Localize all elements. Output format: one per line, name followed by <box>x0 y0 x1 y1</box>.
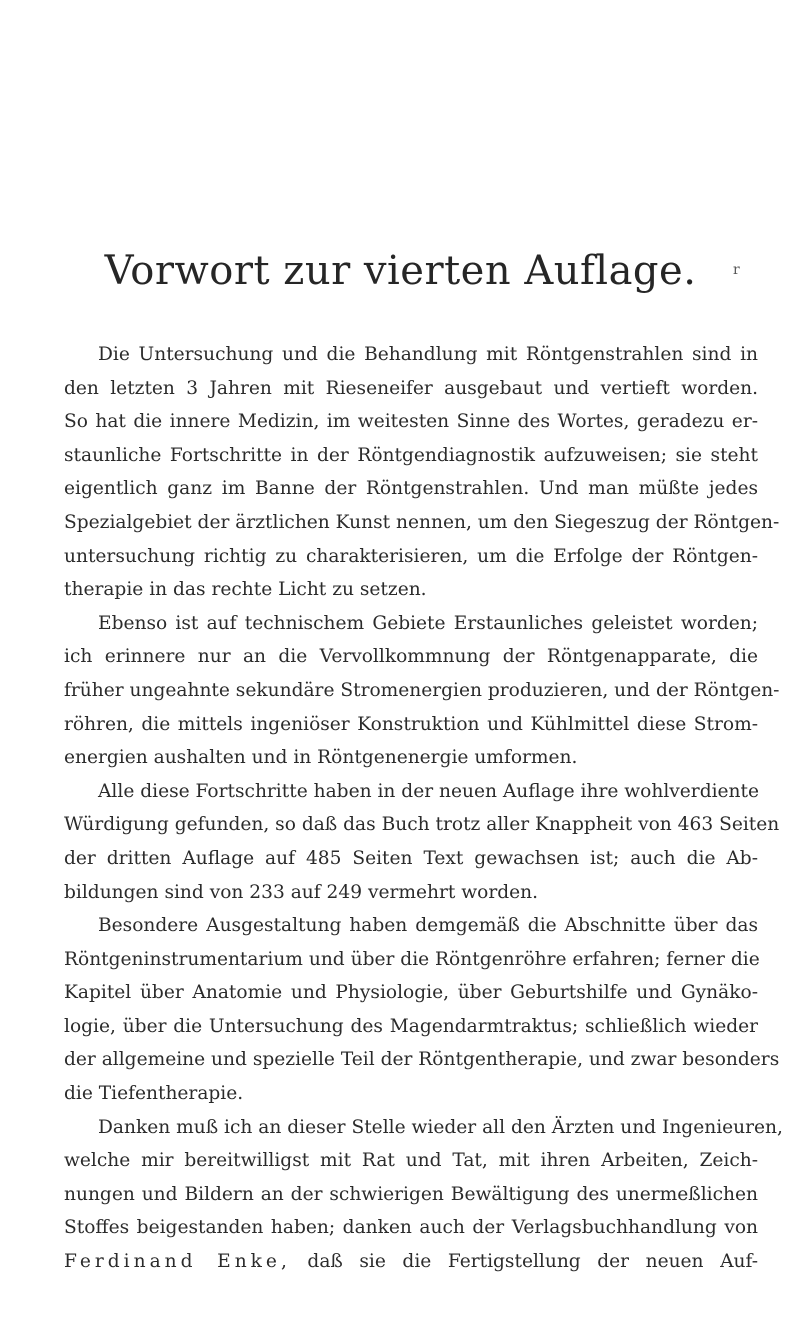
text-line: therapie in das rechte Licht zu setzen. <box>64 579 427 601</box>
corner-mark: r <box>733 262 740 278</box>
text-line: nungen und Bildern an der schwierigen Bewältigung des unermeßlichen <box>64 1183 758 1205</box>
text-line: den letzten 3 Jahren mit Rieseneifer ausgebaut und vertieft worden. <box>64 377 758 399</box>
text-line: Würdigung gefunden, so daß das Buch trotz aller Knappheit von 463 Seiten <box>64 814 780 836</box>
text-line: bildungen sind von 233 auf 249 vermehrt worden. <box>64 881 539 903</box>
text-line: ich erinnere nur an die Vervollkommnung der Röntgenapparate, die <box>64 646 758 668</box>
text-line: eigentlich ganz im Banne der Röntgenstrahlen. Und man müßte jedes <box>64 478 758 500</box>
text-line: Ebenso ist auf technischem Gebiete Erstaunliches geleistet worden; <box>98 612 758 634</box>
text-line: energien aushalten und in Röntgenenergie umformen. <box>64 747 578 769</box>
text-line: Die Untersuchung und die Behandlung mit Röntgenstrahlen sind in <box>98 344 758 365</box>
text-line: Spezialgebiet der ärztlichen Kunst nennen, um den Siegeszug der Röntgen- <box>64 511 780 533</box>
text-line: Kapitel über Anatomie und Physiologie, über Geburtshilfe und Gynäko- <box>64 982 758 1004</box>
text-line: früher ungeahnte sekundäre Stromenergien produzieren, und der Röntgen- <box>64 679 780 701</box>
text-line: logie, über die Untersuchung des Magendarmtraktus; schließlich wieder <box>64 1015 758 1037</box>
text-line: Danken muß ich an dieser Stelle wieder all den Ärzten und Ingenieuren, <box>98 1116 783 1138</box>
text-line: untersuchung richtig zu charakterisieren, um die Erfolge der Röntgen- <box>64 545 758 567</box>
publisher-name: Ferdinand Enke, <box>64 1251 291 1273</box>
text-line: Stoffes beigestanden haben; danken auch der Verlagsbuchhandlung von <box>64 1217 758 1239</box>
text-line: Röntgeninstrumentarium und über die Röntgenröhre erfahren; ferner die <box>64 948 760 970</box>
text-line: röhren, die mittels ingeniöser Konstruktion und Kühlmittel diese Strom- <box>64 713 758 735</box>
text-line: die Tiefentherapie. <box>64 1083 244 1105</box>
text-line: der allgemeine und spezielle Teil der Röntgentherapie, und zwar besonders <box>64 1049 780 1071</box>
text-line: staunliche Fortschritte in der Röntgendiagnostik aufzuweisen; sie steht <box>64 444 758 466</box>
text-line: Alle diese Fortschritte haben in der neuen Auflage ihre wohlverdiente <box>98 780 760 802</box>
page-title: Vorwort zur vierten Auflage. <box>104 248 697 294</box>
text-line: So hat die innere Medizin, im weitesten Sinne des Wortes, geradezu er- <box>64 411 758 433</box>
text-line: Besondere Ausgestaltung haben demgemäß die Abschnitte über das <box>98 915 758 937</box>
text-line: welche mir bereitwilligst mit Rat und Tat, mit ihren Arbeiten, Zeich- <box>64 1150 758 1172</box>
text-line-final <box>64 1245 758 1279</box>
text-line: der dritten Auflage auf 485 Seiten Text gewachsen ist; auch die Ab- <box>64 847 758 869</box>
preface-text <box>64 338 783 1279</box>
text-line-rest: daß sie die Fertigstellung der neuen Auf- <box>290 1251 758 1273</box>
